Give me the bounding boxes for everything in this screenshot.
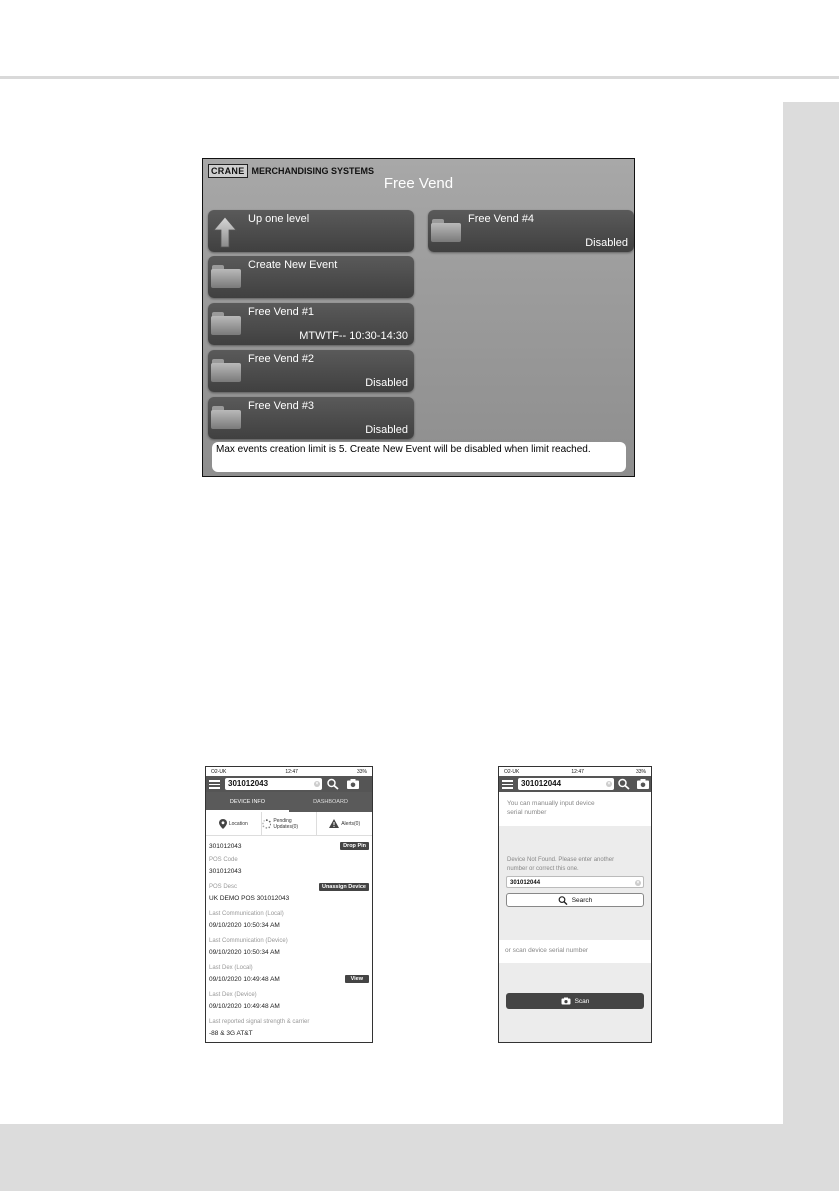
not-found-message: [507, 856, 614, 873]
pos-code-label: POS Code: [209, 857, 238, 863]
tile-label: Free Vend #1: [248, 306, 315, 318]
pending-updates-button[interactable]: [262, 812, 318, 835]
tile-status: Disabled: [365, 424, 408, 436]
manual-input-hint: [507, 800, 595, 817]
unassign-device-button[interactable]: Unassign Device: [319, 883, 369, 891]
free-vend-2-button[interactable]: [208, 350, 414, 392]
drop-pin-button[interactable]: Drop Pin: [340, 842, 369, 850]
hamburger-menu-icon[interactable]: [209, 780, 220, 788]
search-icon[interactable]: [326, 778, 340, 790]
serial-number-input[interactable]: [506, 876, 644, 888]
folder-icon: [211, 265, 241, 288]
pos-desc-label: POS Desc: [209, 884, 238, 890]
search-value: 301012044: [521, 779, 562, 788]
page-title: Free Vend: [383, 175, 454, 192]
brand-text: MERCHANDISING SYSTEMS: [251, 166, 375, 176]
location-pin-icon: [219, 819, 227, 829]
tab-dashboard[interactable]: DASHBOARD: [313, 799, 348, 805]
search-value: 301012043: [228, 779, 269, 788]
device-serial: 301012043: [209, 843, 242, 850]
header-rule: [0, 76, 839, 79]
footer-band: [0, 1124, 839, 1191]
signal-label: Last reported signal strength & carrier: [209, 1019, 310, 1025]
last-comm-local-value: 09/10/2020 10:50:34 AM: [209, 922, 280, 929]
tile-label: Create New Event: [248, 259, 338, 271]
search-icon: [558, 896, 568, 905]
tab-bar: [206, 792, 372, 812]
crane-logo: CRANE: [208, 164, 248, 178]
scan-button-label: Scan: [574, 997, 590, 1005]
scan-button[interactable]: [506, 993, 644, 1009]
warning-icon: [329, 819, 339, 828]
clear-icon[interactable]: ×: [315, 781, 319, 787]
folder-icon: [431, 219, 461, 242]
carrier-label: O2-UK: [504, 768, 520, 775]
serial-search-input[interactable]: [225, 778, 322, 790]
signal-value: -88 & 3G AT&T: [209, 1030, 253, 1037]
carrier-label: O2-UK: [211, 768, 227, 775]
hint-line: serial number: [507, 808, 547, 816]
pending-updates-label: Pending Updates(0): [273, 817, 299, 830]
clear-icon[interactable]: ×: [636, 880, 640, 886]
pos-desc-value: UK DEMO POS 301012043: [209, 895, 290, 902]
scan-hint: or scan device serial number: [505, 947, 589, 954]
folder-icon: [211, 359, 241, 382]
last-dex-local-label: Last Dex (Local): [209, 965, 253, 971]
camera-icon[interactable]: [636, 778, 650, 790]
create-new-event-button[interactable]: [208, 256, 414, 298]
device-info-phone: [205, 766, 373, 1043]
clock: 12:47: [285, 768, 298, 775]
alerts-button[interactable]: [317, 812, 372, 835]
info-message: Max events creation limit is 5. Create New Event will be disabled when limit reached.: [212, 442, 626, 472]
view-dex-button[interactable]: View: [345, 975, 369, 983]
last-dex-device-label: Last Dex (Device): [209, 992, 257, 998]
last-dex-local-value: 09/10/2020 10:49:48 AM: [209, 976, 280, 983]
tab-device-info[interactable]: DEVICE INFO: [206, 792, 289, 812]
tile-label: Up one level: [248, 213, 310, 225]
tile-schedule: MTWTF-- 10:30-14:30: [299, 330, 408, 342]
serial-input-value: 301012044: [510, 880, 541, 886]
camera-icon[interactable]: [346, 778, 360, 790]
location-button[interactable]: [206, 812, 262, 835]
tile-label: Free Vend #3: [248, 400, 315, 412]
status-bar: [499, 767, 651, 776]
pos-code-value: 301012043: [209, 868, 242, 875]
folder-icon: [211, 312, 241, 335]
message-line: Device Not Found. Please enter another: [507, 857, 615, 863]
search-button[interactable]: [506, 893, 644, 907]
hamburger-menu-icon[interactable]: [502, 780, 513, 788]
app-bar: [499, 776, 651, 792]
clear-icon[interactable]: ×: [607, 781, 611, 787]
up-one-level-button[interactable]: [208, 210, 414, 252]
up-arrow-icon: [213, 216, 237, 248]
tile-label: Free Vend #2: [248, 353, 315, 365]
app-bar: [206, 776, 372, 792]
tile-status: Disabled: [585, 237, 628, 249]
battery-label: 33%: [635, 768, 646, 775]
device-actions-row: [206, 812, 372, 836]
free-vend-4-button[interactable]: [428, 210, 634, 252]
side-strip: [783, 102, 839, 1191]
free-vend-3-button[interactable]: [208, 397, 414, 439]
search-icon[interactable]: [617, 778, 631, 790]
search-button-label: Search: [571, 896, 593, 904]
camera-icon: [561, 997, 571, 1005]
tile-status: Disabled: [365, 377, 408, 389]
tile-label: Free Vend #4: [468, 213, 535, 225]
serial-search-input[interactable]: [518, 778, 614, 790]
free-vend-1-button[interactable]: [208, 303, 414, 345]
location-label: Location: [228, 820, 248, 827]
hint-line: You can manually input device: [507, 800, 595, 807]
last-comm-device-label: Last Communication (Device): [209, 938, 288, 944]
last-comm-device-value: 09/10/2020 10:50:34 AM: [209, 949, 280, 956]
last-dex-device-value: 09/10/2020 10:49:48 AM: [209, 1003, 280, 1010]
battery-label: 33%: [356, 768, 367, 775]
free-vend-screen: [202, 158, 635, 477]
status-bar: [206, 767, 372, 776]
folder-icon: [211, 406, 241, 429]
last-comm-local-label: Last Communication (Local): [209, 911, 284, 917]
clock: 12:47: [571, 768, 584, 775]
alerts-label: Alerts(0): [341, 820, 361, 827]
message-line: number or correct this one.: [507, 865, 579, 872]
device-search-phone: [498, 766, 652, 1043]
spinner-icon: [262, 819, 272, 829]
